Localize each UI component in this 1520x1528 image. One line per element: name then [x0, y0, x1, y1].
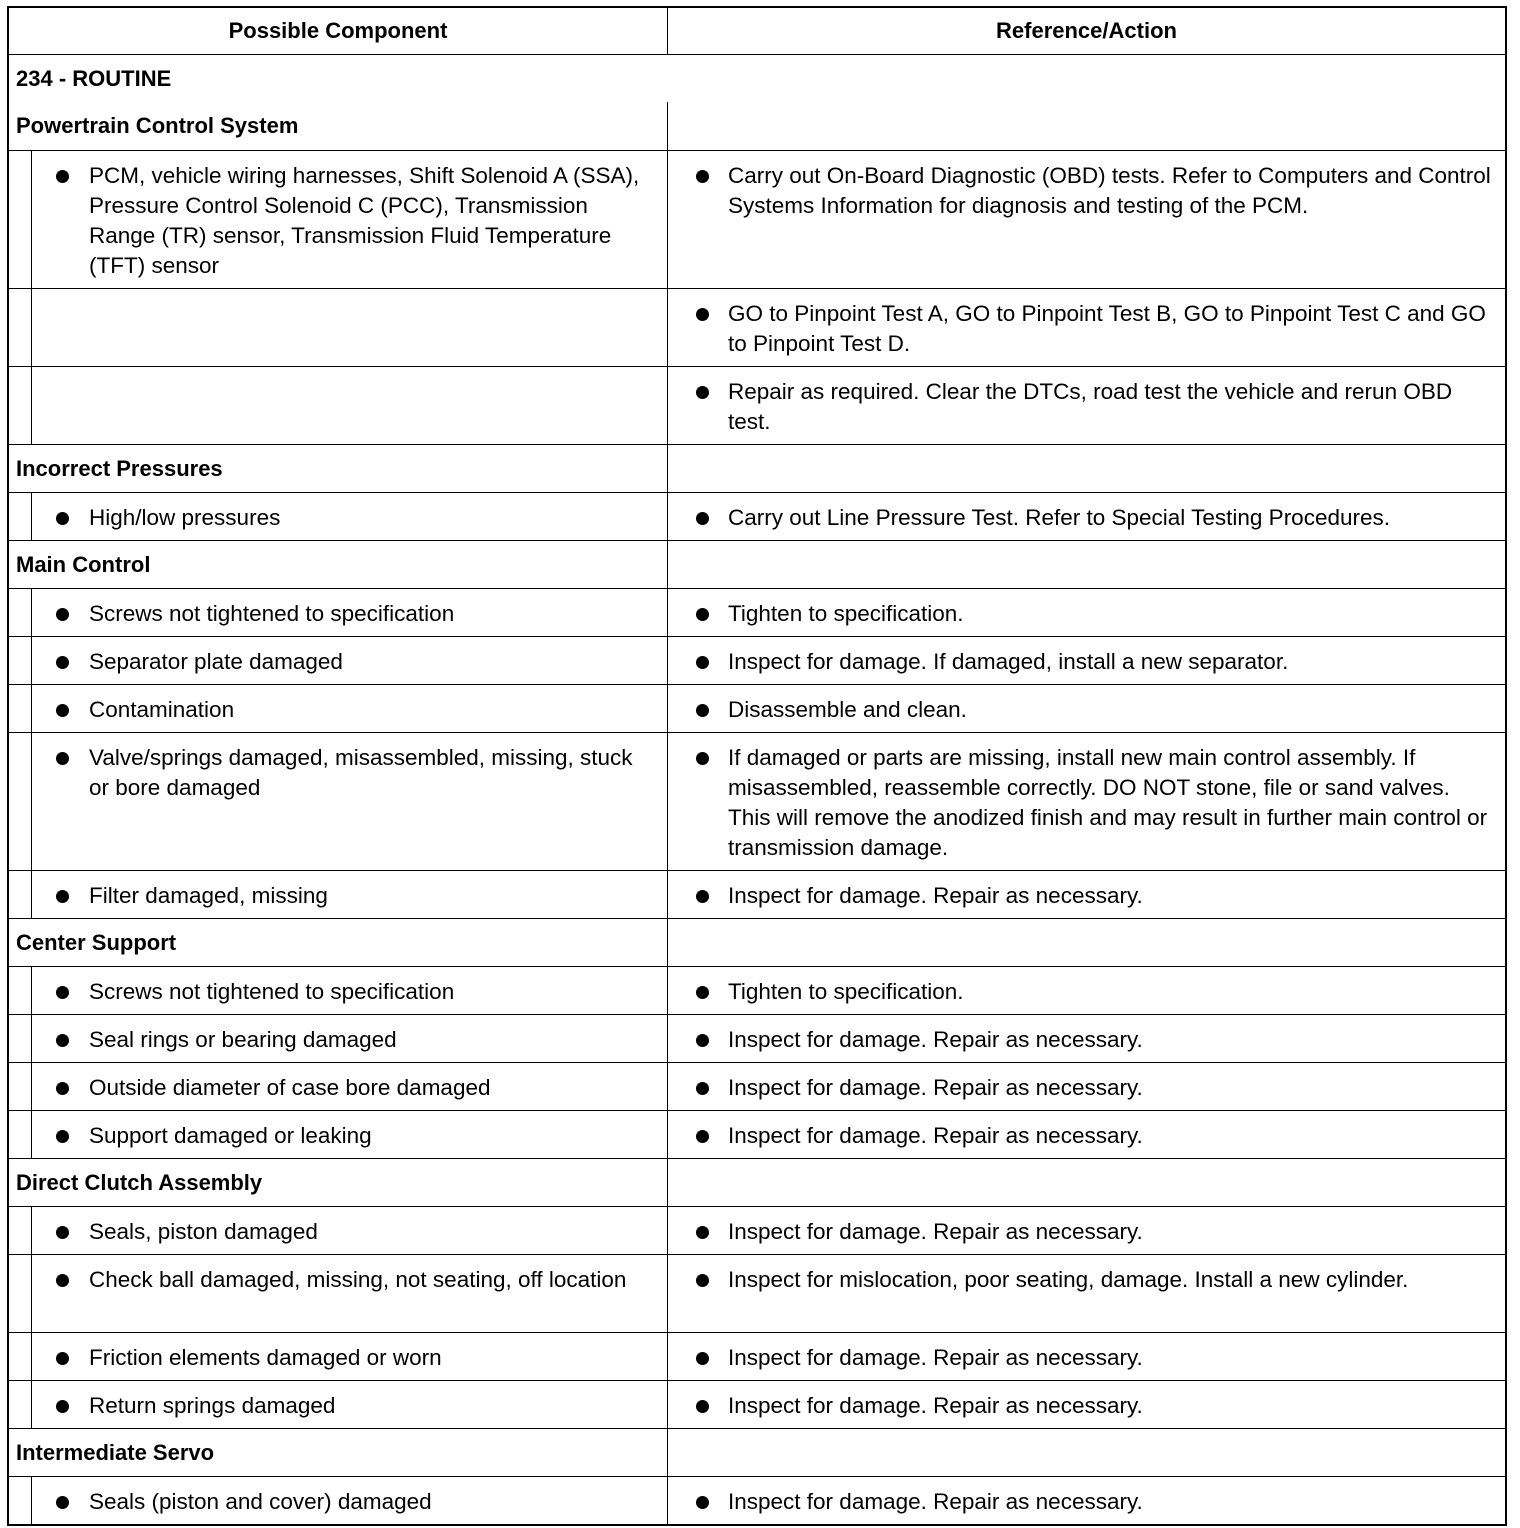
- section-title: Powertrain Control System: [16, 113, 299, 138]
- action-cell: [668, 367, 1505, 444]
- action-text: Repair as required. Clear the DTCs, road test the vehicle and rerun OBD test.: [728, 379, 1453, 434]
- component-cell: [9, 1207, 668, 1254]
- bullet-icon: [56, 1034, 69, 1047]
- table-header-row: [9, 8, 1505, 54]
- component-text: Outside diameter of case bore damaged: [89, 1075, 491, 1100]
- section-title: Center Support: [16, 929, 177, 955]
- component-text: Check ball damaged, missing, not seating, off location: [89, 1267, 627, 1292]
- routine-title: 234 - ROUTINE: [16, 65, 172, 91]
- action-text: Tighten to specification.: [728, 601, 964, 626]
- table-row: [9, 288, 1505, 366]
- action-text: Carry out Line Pressure Test. Refer to Special Testing Procedures.: [728, 505, 1390, 530]
- section-title: Direct Clutch Assembly: [16, 1169, 263, 1195]
- table-row: [9, 636, 1505, 684]
- section-header-row: [9, 918, 1505, 966]
- action-text: Carry out On-Board Diagnostic (OBD) tests. Refer to Computers and Control Systems Information for diagnosis and testing of the PCM.: [728, 163, 1491, 218]
- action-cell: [668, 637, 1505, 684]
- bullet-icon: [696, 890, 709, 903]
- bullet-icon: [56, 1352, 69, 1365]
- component-text: Friction elements damaged or worn: [89, 1345, 442, 1370]
- component-cell: [9, 1063, 668, 1110]
- bullet-icon: [56, 1274, 69, 1287]
- header-possible-component: Possible Component: [9, 8, 668, 54]
- component-text: Contamination: [89, 697, 235, 722]
- bullet-icon: [696, 704, 709, 717]
- bullet-icon: [696, 1274, 709, 1287]
- header-reference-action: Reference/Action: [996, 18, 1177, 43]
- action-cell: [668, 289, 1505, 366]
- action-cell: [668, 151, 1505, 288]
- action-text: Inspect for damage. Repair as necessary.: [728, 1345, 1143, 1370]
- action-text: Inspect for mislocation, poor seating, damage. Install a new cylinder.: [728, 1267, 1409, 1292]
- bullet-icon: [696, 1034, 709, 1047]
- action-cell: [668, 1015, 1505, 1062]
- table-row: [9, 1062, 1505, 1110]
- bullet-icon: [696, 386, 709, 399]
- component-cell: [9, 493, 668, 540]
- section-header-row: [9, 540, 1505, 588]
- action-text: Inspect for damage. Repair as necessary.: [728, 1489, 1143, 1514]
- table-row: [9, 492, 1505, 540]
- table-row: [9, 366, 1505, 444]
- section-header-row: [9, 1428, 1505, 1476]
- bullet-icon: [696, 656, 709, 669]
- section-title: Incorrect Pressures: [16, 455, 223, 481]
- action-cell: [668, 1255, 1505, 1332]
- section-header-row: [9, 444, 1505, 492]
- action-cell: [668, 871, 1505, 918]
- action-cell: [668, 733, 1505, 870]
- bullet-icon: [696, 1400, 709, 1413]
- component-text: Return springs damaged: [89, 1393, 336, 1418]
- action-text: Inspect for damage. Repair as necessary.: [728, 1393, 1143, 1418]
- component-text: High/low pressures: [89, 505, 281, 530]
- component-cell: [9, 871, 668, 918]
- section-header-row: [9, 102, 1505, 150]
- table-row: [9, 684, 1505, 732]
- bullet-icon: [56, 170, 69, 183]
- table-row: [9, 150, 1505, 288]
- action-cell: [668, 589, 1505, 636]
- component-cell: [9, 1333, 668, 1380]
- bullet-icon: [56, 512, 69, 525]
- bullet-icon: [56, 1496, 69, 1509]
- table-row: [9, 1206, 1505, 1254]
- bullet-icon: [56, 656, 69, 669]
- action-text: GO to Pinpoint Test A, GO to Pinpoint Test B, GO to Pinpoint Test C and GO to Pinpoint Test D.: [728, 301, 1486, 356]
- bullet-icon: [696, 1130, 709, 1143]
- component-cell: [9, 733, 668, 870]
- action-cell: [668, 493, 1505, 540]
- bullet-icon: [56, 1400, 69, 1413]
- component-text: PCM, vehicle wiring harnesses, Shift Solenoid A (SSA), Pressure Control Solenoid C (PCC), Transmission Range (TR) sensor, Transmission Fluid Temperature (TFT) sensor: [89, 163, 640, 278]
- bullet-icon: [696, 170, 709, 183]
- action-cell: [668, 1477, 1505, 1524]
- component-cell: [9, 685, 668, 732]
- action-cell: [668, 1207, 1505, 1254]
- component-cell: [9, 637, 668, 684]
- bullet-icon: [56, 986, 69, 999]
- action-text: Disassemble and clean.: [728, 697, 967, 722]
- table-row: [9, 966, 1505, 1014]
- component-cell: [9, 1015, 668, 1062]
- component-cell: [9, 589, 668, 636]
- bullet-icon: [56, 752, 69, 765]
- bullet-icon: [56, 704, 69, 717]
- bullet-icon: [56, 1130, 69, 1143]
- action-cell: [668, 967, 1505, 1014]
- bullet-icon: [696, 512, 709, 525]
- component-cell: [9, 1381, 668, 1428]
- table-row: [9, 588, 1505, 636]
- component-cell: [9, 289, 668, 366]
- action-text: Inspect for damage. Repair as necessary.: [728, 883, 1143, 908]
- bullet-icon: [696, 752, 709, 765]
- component-cell: [9, 1255, 668, 1332]
- bullet-icon: [696, 308, 709, 321]
- component-cell: [9, 1111, 668, 1158]
- table-row: [9, 870, 1505, 918]
- action-cell: [668, 1333, 1505, 1380]
- component-text: Seals, piston damaged: [89, 1219, 318, 1244]
- component-text: Screws not tightened to specification: [89, 979, 455, 1004]
- bullet-icon: [696, 986, 709, 999]
- bullet-icon: [56, 608, 69, 621]
- table-row: [9, 1014, 1505, 1062]
- component-text: Support damaged or leaking: [89, 1123, 372, 1148]
- bullet-icon: [696, 608, 709, 621]
- action-text: Inspect for damage. Repair as necessary.: [728, 1123, 1143, 1148]
- bullet-icon: [696, 1082, 709, 1095]
- section-title: Main Control: [16, 551, 151, 577]
- action-text: Inspect for damage. Repair as necessary.: [728, 1219, 1143, 1244]
- action-text: Inspect for damage. Repair as necessary.: [728, 1027, 1143, 1052]
- component-text: Filter damaged, missing: [89, 883, 328, 908]
- table-row: [9, 1476, 1505, 1524]
- action-text: If damaged or parts are missing, install new main control assembly. If misassembled, reassemble correctly. DO NOT stone, file or sand valves. This will remove the anodized finish and may result in further main control or transmission damage.: [728, 745, 1488, 860]
- component-cell: [9, 967, 668, 1014]
- bullet-icon: [696, 1496, 709, 1509]
- bullet-icon: [696, 1226, 709, 1239]
- action-cell: [668, 685, 1505, 732]
- section-header-row: [9, 1158, 1505, 1206]
- component-cell: [9, 151, 668, 288]
- component-text: Screws not tightened to specification: [89, 601, 455, 626]
- table-row: [9, 1254, 1505, 1332]
- table-row: [9, 1380, 1505, 1428]
- action-cell: [668, 1381, 1505, 1428]
- bullet-icon: [56, 1082, 69, 1095]
- table-row: [9, 1110, 1505, 1158]
- bullet-icon: [56, 890, 69, 903]
- component-text: Seal rings or bearing damaged: [89, 1027, 397, 1052]
- component-text: Seals (piston and cover) damaged: [89, 1489, 432, 1514]
- action-text: Inspect for damage. If damaged, install a new separator.: [728, 649, 1289, 674]
- component-text: Valve/springs damaged, misassembled, missing, stuck or bore damaged: [89, 745, 633, 800]
- table-row: [9, 732, 1505, 870]
- action-text: Tighten to specification.: [728, 979, 964, 1004]
- diagnosis-table: [7, 6, 1507, 1526]
- bullet-icon: [56, 1226, 69, 1239]
- action-text: Inspect for damage. Repair as necessary.: [728, 1075, 1143, 1100]
- component-text: Separator plate damaged: [89, 649, 343, 674]
- component-cell: [9, 1477, 668, 1524]
- bullet-icon: [696, 1352, 709, 1365]
- section-title: Intermediate Servo: [16, 1439, 215, 1465]
- action-cell: [668, 1111, 1505, 1158]
- table-row: [9, 1332, 1505, 1380]
- routine-title-row: [9, 54, 1505, 102]
- component-cell: [9, 367, 668, 444]
- action-cell: [668, 1063, 1505, 1110]
